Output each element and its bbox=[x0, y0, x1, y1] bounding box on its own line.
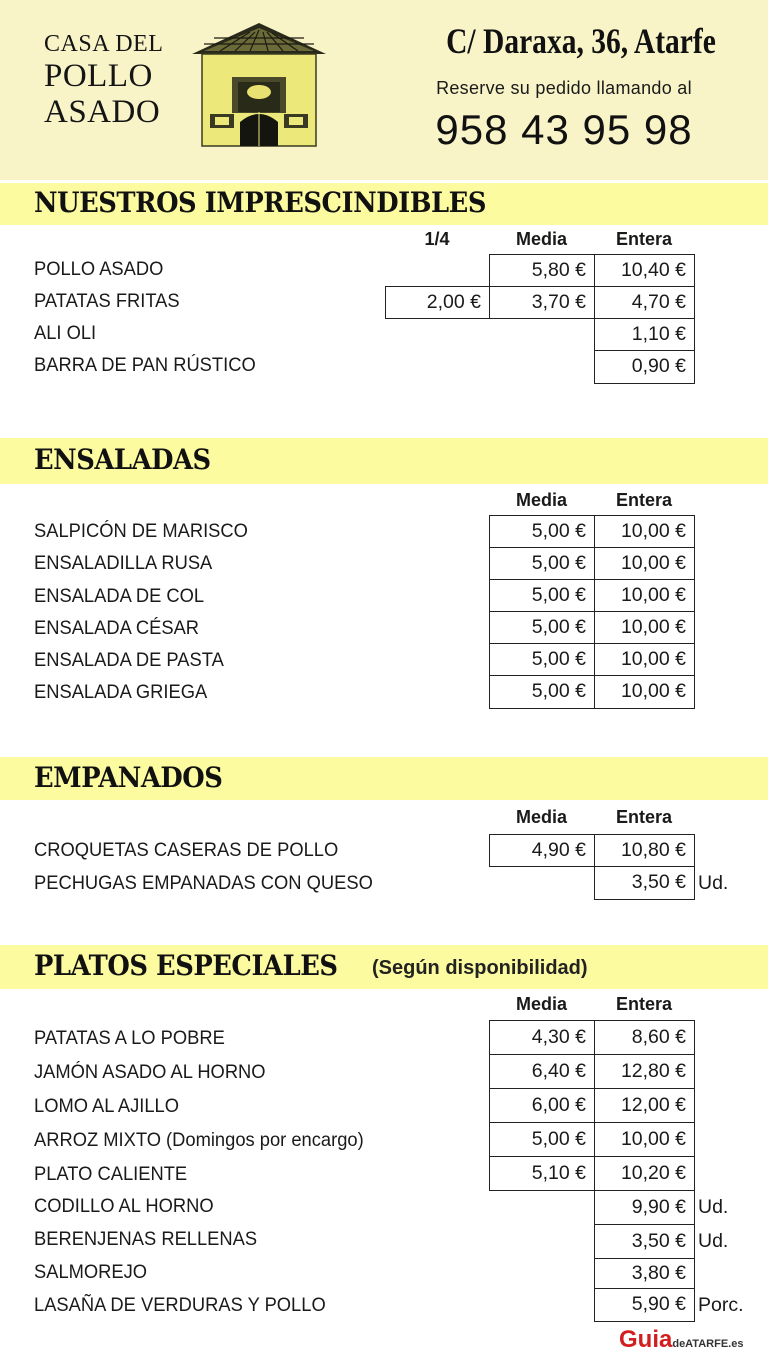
price-entera: 10,00 € bbox=[594, 1122, 695, 1157]
logo-main: Guia bbox=[619, 1326, 673, 1353]
column-header-entera: Entera bbox=[615, 229, 673, 249]
unit-label: Porc. bbox=[698, 1294, 744, 1316]
price-media: 4,90 € bbox=[489, 834, 595, 867]
brand-name bbox=[44, 32, 163, 129]
price-entera: 3,50 € bbox=[594, 866, 695, 900]
section-bar-empanados bbox=[0, 757, 768, 800]
price-entera: 10,80 € bbox=[594, 834, 695, 867]
price-entera: 10,40 € bbox=[594, 254, 695, 287]
menu-item: BERENJENAS RELLENAS bbox=[34, 1228, 258, 1250]
menu-item: SALPICÓN DE MARISCO bbox=[34, 520, 248, 542]
price-media: 5,00 € bbox=[489, 1122, 595, 1157]
price-entera: 12,80 € bbox=[594, 1054, 695, 1089]
menu-item: ENSALADA DE COL bbox=[34, 585, 205, 607]
section-title: EMPANADOS bbox=[34, 761, 223, 794]
menu-item: POLLO ASADO bbox=[34, 258, 164, 280]
section-title: ENSALADAS bbox=[34, 443, 211, 476]
unit-label: Ud. bbox=[698, 1196, 729, 1218]
menu-item: LOMO AL AJILLO bbox=[34, 1095, 180, 1117]
price-entera: 4,70 € bbox=[594, 286, 695, 319]
price-entera: 1,10 € bbox=[594, 318, 695, 351]
menu-item: ENSALADA DE PASTA bbox=[34, 649, 224, 671]
price-media: 6,40 € bbox=[489, 1054, 595, 1089]
column-header-media: Media bbox=[515, 229, 567, 249]
price-entera: 10,00 € bbox=[594, 643, 695, 676]
menu-item: CROQUETAS CASERAS DE POLLO bbox=[34, 839, 339, 861]
section-title: PLATOS ESPECIALES bbox=[34, 949, 338, 982]
address: C/ Daraxa, 36, Atarfe bbox=[446, 21, 716, 61]
column-header-media: Media bbox=[515, 807, 567, 827]
price-media: 3,70 € bbox=[489, 286, 595, 319]
menu-item: ENSALADA CÉSAR bbox=[34, 617, 200, 639]
logo-sub: deATARFE.es bbox=[672, 1338, 744, 1350]
menu-item: SALMOREJO bbox=[34, 1261, 148, 1283]
column-header-media: Media bbox=[515, 994, 567, 1014]
reserve-text: Reserve su pedido llamando al bbox=[436, 78, 692, 98]
price-entera: 10,00 € bbox=[594, 579, 695, 612]
price-entera: 3,80 € bbox=[594, 1258, 695, 1289]
column-header-cuarto: 1/4 bbox=[424, 229, 450, 249]
section-subtitle: (Según disponibilidad) bbox=[372, 957, 588, 979]
menu-item: PATATAS A LO POBRE bbox=[34, 1027, 225, 1049]
phone-number[interactable]: 958 43 95 98 bbox=[435, 106, 693, 153]
menu-item: LASAÑA DE VERDURAS Y POLLO bbox=[34, 1294, 326, 1316]
column-header-entera: Entera bbox=[615, 807, 673, 827]
section-bar-platos-especiales bbox=[0, 945, 768, 989]
menu-item: CODILLO AL HORNO bbox=[34, 1195, 214, 1217]
price-entera: 8,60 € bbox=[594, 1020, 695, 1055]
price-media: 5,00 € bbox=[489, 643, 595, 676]
price-entera: 3,50 € bbox=[594, 1224, 695, 1259]
price-entera: 10,00 € bbox=[594, 515, 695, 548]
price-media: 5,00 € bbox=[489, 579, 595, 612]
price-media: 5,10 € bbox=[489, 1156, 595, 1191]
price-entera: 5,90 € bbox=[594, 1288, 695, 1322]
column-header-media: Media bbox=[515, 490, 567, 510]
menu-item: PATATAS FRITAS bbox=[34, 290, 180, 312]
price-media: 5,00 € bbox=[489, 547, 595, 580]
menu-item: PLATO CALIENTE bbox=[34, 1163, 188, 1185]
brand-line-3: ASADO bbox=[44, 94, 161, 130]
price-media: 6,00 € bbox=[489, 1088, 595, 1123]
house-icon bbox=[190, 20, 328, 154]
price-media: 5,00 € bbox=[489, 611, 595, 644]
unit-label: Ud. bbox=[698, 1230, 729, 1252]
menu-item: ENSALADA GRIEGA bbox=[34, 681, 208, 703]
brand-line-2: POLLO bbox=[44, 58, 153, 94]
menu-item: JAMÓN ASADO AL HORNO bbox=[34, 1061, 266, 1083]
price-cuarto: 2,00 € bbox=[385, 286, 490, 319]
price-entera: 9,90 € bbox=[594, 1190, 695, 1225]
price-entera: 10,00 € bbox=[594, 547, 695, 580]
price-media: 5,00 € bbox=[489, 675, 595, 709]
column-header-entera: Entera bbox=[615, 994, 673, 1014]
price-entera: 0,90 € bbox=[594, 350, 695, 384]
price-entera: 10,00 € bbox=[594, 611, 695, 644]
section-bar-imprescindibles bbox=[0, 183, 768, 225]
menu-item: PECHUGAS EMPANADAS CON QUESO bbox=[34, 872, 373, 894]
price-media: 5,80 € bbox=[489, 254, 595, 287]
price-entera: 10,00 € bbox=[594, 675, 695, 709]
menu-item: ALI OLI bbox=[34, 322, 97, 344]
section-bar-ensaladas bbox=[0, 438, 768, 484]
price-media: 5,00 € bbox=[489, 515, 595, 548]
unit-label: Ud. bbox=[698, 872, 729, 894]
menu-item: ENSALADILLA RUSA bbox=[34, 552, 213, 574]
menu-header bbox=[0, 0, 768, 180]
menu-item: ARROZ MIXTO (Domingos por encargo) bbox=[34, 1129, 364, 1151]
menu-item: BARRA DE PAN RÚSTICO bbox=[34, 354, 256, 376]
guia-atarfe-logo[interactable] bbox=[619, 1326, 743, 1356]
section-title: NUESTROS IMPRESCINDIBLES bbox=[34, 186, 486, 219]
brand-line-1: CASA DEL bbox=[44, 31, 164, 57]
column-header-entera: Entera bbox=[615, 490, 673, 510]
price-entera: 12,00 € bbox=[594, 1088, 695, 1123]
price-entera: 10,20 € bbox=[594, 1156, 695, 1191]
price-media: 4,30 € bbox=[489, 1020, 595, 1055]
